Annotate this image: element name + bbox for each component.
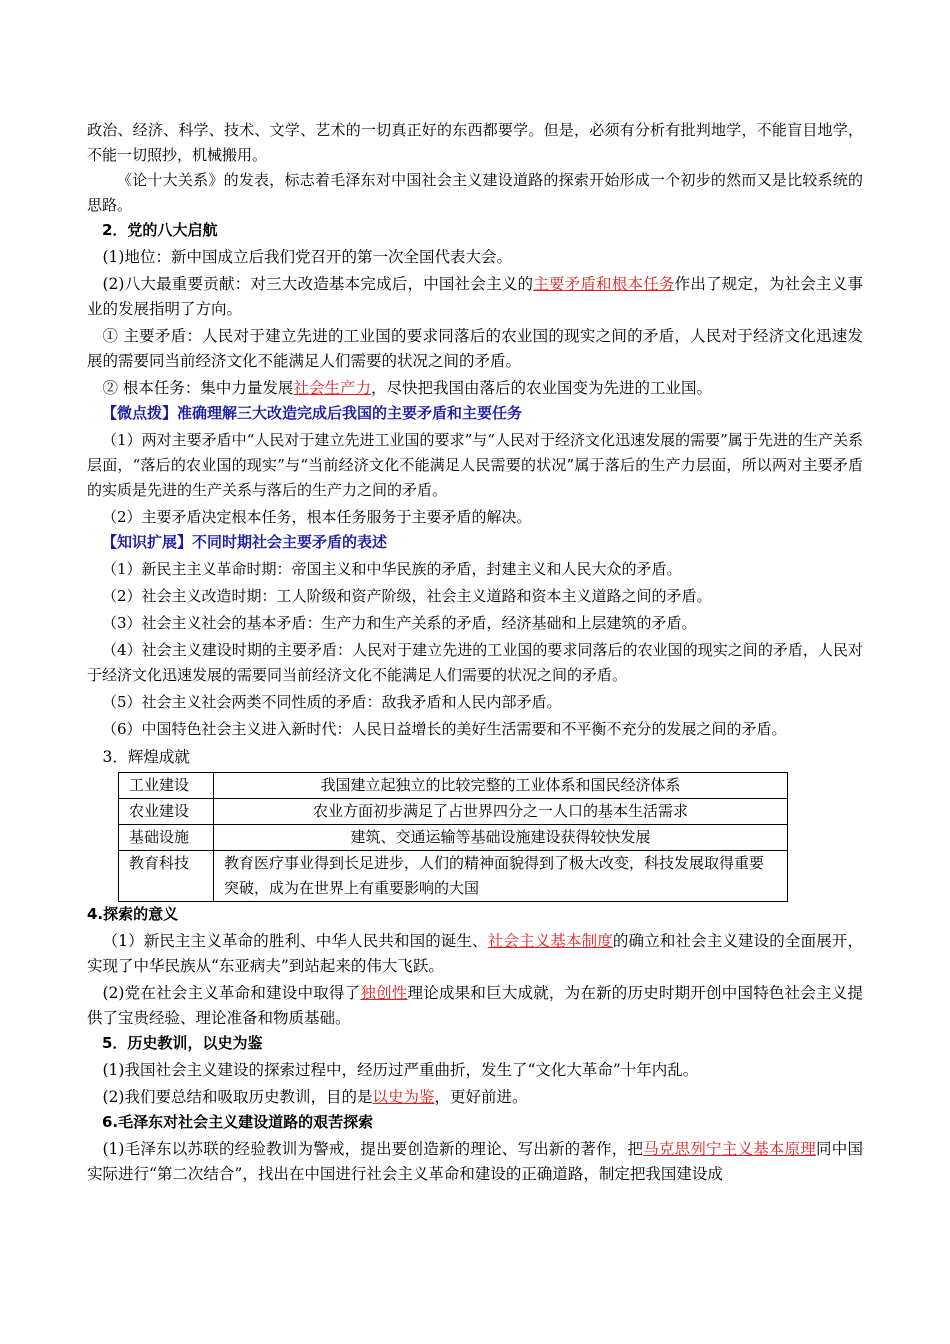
table-row <box>119 773 788 799</box>
section-2-title: 2．党的八大启航 <box>102 221 218 239</box>
ext-title: 【知识扩展】不同时期社会主要矛盾的表述 <box>102 533 388 551</box>
s5-paragraph-2 <box>87 1085 863 1110</box>
section-6-title: 6.毛泽东对社会主义建设道路的艰苦探索 <box>102 1113 374 1131</box>
tip-paragraph-1: （1）两对主要矛盾中“人民对于建立先进工业国的要求”与“人民对于经济文化迅速发展的需要”属于先进的生产关系层面，“落后的农业国的现实”与“当前经济文化不能满足人民需要的状况”属于落后的生产力层面，所以两对主要矛盾的实质是先进的生产关系与落后的生产力之间的矛盾。 <box>87 431 863 499</box>
tip-title: 【微点拨】准确理解三大改造完成后我国的主要矛盾和主要任务 <box>102 404 523 422</box>
s2-p2-highlight: 主要矛盾和根本任务 <box>533 275 675 293</box>
ext-item: （3）社会主义社会的基本矛盾：生产力和生产关系的矛盾，经济基础和上层建筑的矛盾。 <box>102 614 697 632</box>
table-row <box>119 825 788 851</box>
table-row <box>119 851 788 902</box>
table-cell-value: 农业方面初步满足了占世界四分之一人口的基本生活需求 <box>214 799 788 825</box>
section-5-title: 5．历史教训，以史为鉴 <box>102 1034 263 1052</box>
table-cell-value: 教育医疗事业得到长足进步，人们的精神面貌得到了极大改变，科技发展取得重要突破，成为在世界上有重要影响的大国 <box>214 851 788 902</box>
achievements-table <box>118 772 788 902</box>
s2-paragraph-1: (1)地位：新中国成立后我们党召开的第一次全国代表大会。 <box>102 248 512 266</box>
s4-p2-text-a: (2)党在社会主义革命和建设中取得了 <box>102 984 361 1002</box>
s2-p4-text-b: ，尽快把我国由落后的农业国变为先进的工业国。 <box>370 379 712 397</box>
s2-p2-text-b: 作出了规定，为社会主义事业的发展指明了方向。 <box>87 275 863 318</box>
s6-p1-highlight: 马克思列宁主义基本原理 <box>643 1140 817 1158</box>
intro-paragraph-1: 政治、经济、科学、技术、文学、艺术的一切真正好的东西都要学。但是，必须有分析有批判地学，不能盲目地学，不能一切照抄，机械搬用。 <box>87 121 863 164</box>
s2-paragraph-2 <box>87 272 863 322</box>
ext-item: （2）社会主义改造时期：工人阶级和资产阶级，社会主义道路和资本主义道路之间的矛盾。 <box>102 587 712 605</box>
s6-p1-text-b: 同中国实际进行“第二次结合”，找出在中国进行社会主义革命和建设的正确道路，制定把我国建设成 <box>87 1140 863 1183</box>
s2-p2-text-a: (2)八大最重要贡献：对三大改造基本完成后，中国社会主义的 <box>102 275 534 293</box>
table-row <box>119 799 788 825</box>
s5-p2-highlight: 以史为鉴 <box>372 1088 435 1106</box>
table-cell-key: 农业建设 <box>119 799 214 825</box>
intro-paragraph-2: 《论十大关系》的发表，标志着毛泽东对中国社会主义建设道路的探索开始形成一个初步的然而又是比较系统的思路。 <box>87 171 863 214</box>
s4-paragraph-2 <box>87 981 863 1031</box>
s5-p2-text-a: (2)我们要总结和吸取历史教训，目的是 <box>102 1088 373 1106</box>
ext-item: （5）社会主义社会两类不同性质的矛盾：敌我矛盾和人民内部矛盾。 <box>102 693 562 711</box>
s2-paragraph-3: ① 主要矛盾：人民对于建立先进的工业国的要求同落后的农业国的现实之间的矛盾，人民对于经济文化迅速发展的需要同当前经济文化不能满足人们需要的状况之间的矛盾。 <box>87 327 863 370</box>
s2-paragraph-4 <box>87 376 863 401</box>
table-cell-key: 教育科技 <box>119 851 214 902</box>
s4-p2-text-b: 理论成果和巨大成就，为在新的历史时期开创中国特色社会主义提供了宝贵经验、理论准备和物质基础。 <box>87 984 863 1027</box>
section-3-title: 3．辉煌成就 <box>102 748 190 766</box>
s4-p1-highlight: 社会主义基本制度 <box>487 932 613 950</box>
table-cell-value: 我国建立起独立的比较完整的工业体系和国民经济体系 <box>214 773 788 799</box>
ext-item: （1）新民主主义革命时期：帝国主义和中华民族的矛盾，封建主义和人民大众的矛盾。 <box>102 560 682 578</box>
s4-p1-text-b: 的确立和社会主义建设的全面展开，实现了中华民族从“东亚病夫”到站起来的伟大飞跃。 <box>87 932 863 975</box>
tip-paragraph-2: （2）主要矛盾决定根本任务，根本任务服务于主要矛盾的解决。 <box>102 508 532 526</box>
ext-item: （6）中国特色社会主义进入新时代：人民日益增长的美好生活需要和不平衡不充分的发展之间的矛盾。 <box>102 720 787 738</box>
ext-item: （4）社会主义建设时期的主要矛盾：人民对于建立先进的工业国的要求同落后的农业国的现实之间的矛盾，人民对于经济文化迅速发展的需要同当前经济文化不能满足人们需要的状况之间的矛盾。 <box>87 641 863 684</box>
table-cell-key: 工业建设 <box>119 773 214 799</box>
s5-paragraph-1: (1)我国社会主义建设的探索过程中，经历过严重曲折，发生了“文化大革命”十年内乱。 <box>102 1061 699 1079</box>
s4-p1-text-a: （1）新民主主义革命的胜利、中华人民共和国的诞生、 <box>102 932 488 950</box>
s4-paragraph-1 <box>87 929 863 979</box>
document-page <box>87 118 863 1187</box>
s4-p2-highlight: 独创性 <box>360 984 408 1002</box>
s2-p4-text-a: ② 根本任务：集中力量发展 <box>102 379 294 397</box>
s6-p1-text-a: (1)毛泽东以苏联的经验教训为警戒，提出要创造新的理论、写出新的著作，把 <box>102 1140 644 1158</box>
table-cell-key: 基础设施 <box>119 825 214 851</box>
s6-paragraph-1 <box>87 1137 863 1187</box>
table-cell-value: 建筑、交通运输等基础设施建设获得较快发展 <box>214 825 788 851</box>
s2-p4-highlight: 社会生产力 <box>293 379 371 397</box>
section-4-title: 4.探索的意义 <box>87 905 179 923</box>
s5-p2-text-b: ，更好前进。 <box>434 1088 528 1106</box>
